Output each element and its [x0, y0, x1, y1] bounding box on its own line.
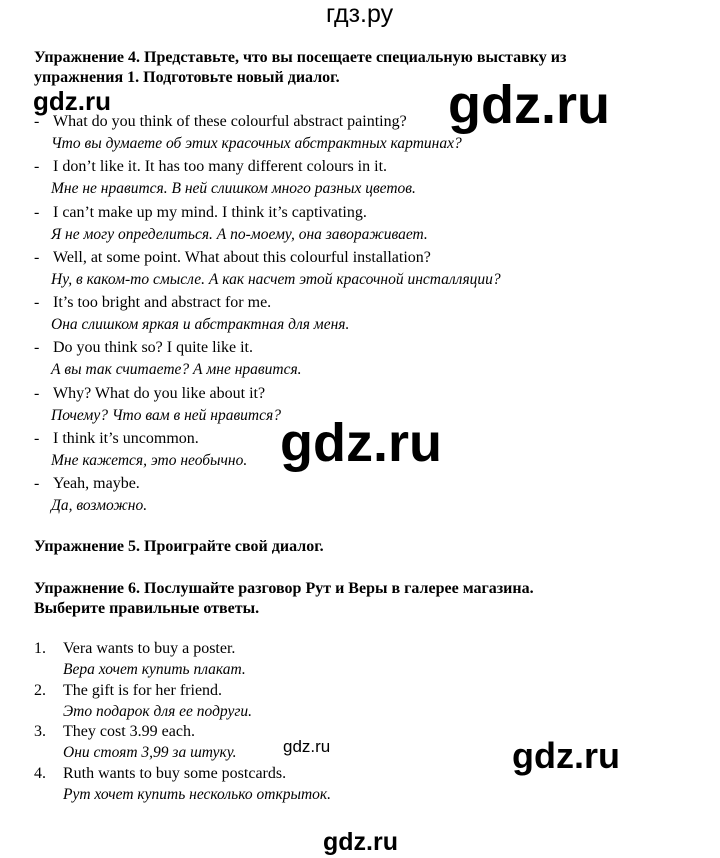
dialogue-russian: А вы так считаете? А мне нравится. [51, 361, 302, 378]
answer-english: They cost 3.99 each. [63, 723, 195, 740]
dialogue-dash: - [34, 158, 40, 175]
answer-russian: Они стоят 3,99 за штуку. [63, 744, 237, 761]
answer-number: 3. [34, 723, 46, 740]
exercise4-heading-line1: Упражнение 4. Представьте, что вы посещаете специальную выставку из [34, 49, 567, 66]
dialogue-dash: - [34, 475, 40, 492]
exercise6-heading-line1: Упражнение 6. Послушайте разговор Рут и Веры в галерее магазина. [34, 580, 534, 597]
answer-number: 4. [34, 765, 46, 782]
answer-russian: Рут хочет купить несколько открыток. [63, 786, 332, 803]
dialogue-dash: - [34, 249, 40, 266]
dialogue-dash: - [34, 430, 40, 447]
watermark-header: гдз.ру [326, 0, 394, 28]
dialogue-russian: Мне не нравится. В ней слишком много разных цветов. [51, 180, 416, 197]
dialogue-dash: - [34, 204, 40, 221]
dialogue-dash: - [34, 294, 40, 311]
dialogue-dash: - [34, 339, 40, 356]
watermark-big-mid: gdz.ru [280, 413, 442, 473]
dialogue-english: I don’t like it. It has too many different colours in it. [53, 158, 388, 175]
watermark-small-left: gdz.ru [33, 86, 111, 116]
dialogue-russian: Что вы думаете об этих красочных абстрактных картинах? [51, 135, 462, 152]
dialogue-russian: Почему? Что вам в ней нравится? [51, 407, 281, 424]
dialogue-russian: Я не могу определиться. А по-моему, она завораживает. [51, 226, 428, 243]
dialogue-russian: Ну, в каком-то смысле. А как насчет этой красочной инсталляции? [51, 271, 501, 288]
answer-number: 2. [34, 682, 46, 699]
dialogue-dash: - [34, 385, 40, 402]
exercise4-heading-line2: упражнения 1. Подготовьте новый диалог. [34, 69, 340, 86]
watermark-small-mid: gdz.ru [283, 737, 331, 756]
dialogue-english: I can’t make up my mind. I think it’s captivating. [53, 204, 367, 221]
dialogue-english: Do you think so? I quite like it. [53, 339, 253, 356]
dialogue-english: Well, at some point. What about this colourful installation? [53, 249, 431, 266]
dialogue-english: It’s too bright and abstract for me. [53, 294, 272, 311]
watermark-footer: gdz.ru [323, 828, 398, 856]
answer-english: Vera wants to buy a poster. [63, 640, 236, 657]
answer-english: Ruth wants to buy some postcards. [63, 765, 287, 782]
dialogue-dash: - [34, 113, 40, 130]
dialogue-russian: Да, возможно. [51, 497, 148, 514]
dialogue-english: I think it’s uncommon. [53, 430, 199, 447]
dialogue-russian: Она слишком яркая и абстрактная для меня. [51, 316, 350, 333]
answer-english: The gift is for her friend. [63, 682, 223, 699]
dialogue-english: Yeah, maybe. [53, 475, 140, 492]
exercise6-heading [34, 579, 534, 619]
dialogue-english: Why? What do you like about it? [53, 385, 266, 402]
watermark-big-top: gdz.ru [448, 75, 610, 135]
watermark-big-bottom: gdz.ru [512, 735, 620, 776]
answer-number: 1. [34, 640, 46, 657]
exercise5-heading: Упражнение 5. Проиграйте свой диалог. [34, 538, 324, 555]
dialogue-english: What do you think of these colourful abstract painting? [53, 113, 407, 130]
exercise4-heading [34, 48, 566, 88]
answer-russian: Вера хочет купить плакат. [63, 661, 246, 678]
answer-russian: Это подарок для ее подруги. [63, 703, 253, 720]
dialogue-russian: Мне кажется, это необычно. [51, 452, 248, 469]
exercise6-heading-line2: Выберите правильные ответы. [34, 600, 260, 617]
